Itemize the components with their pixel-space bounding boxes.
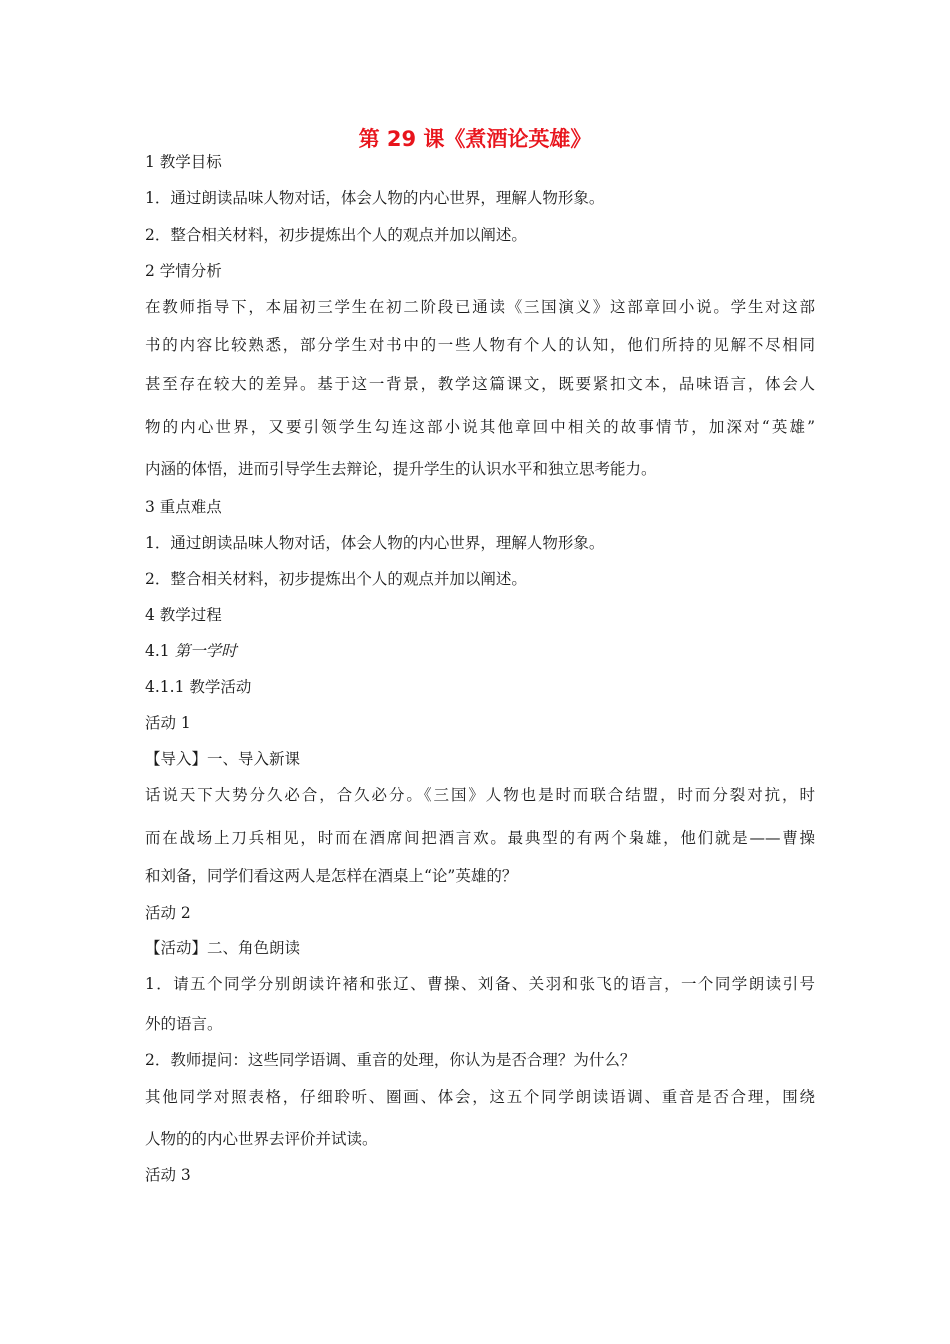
activity-2-label: 活动 2 [145,904,191,922]
activity-2-item-1-line: 外的语言。 [145,1015,223,1033]
section-heading-key-points: 3 重点难点 [145,498,222,516]
activity-3-label: 活动 3 [145,1166,191,1184]
analysis-paragraph-line: 书的内容比较熟悉，部分学生对书中的一些人物有个人的认知，他们所持的见解不尽相同 [145,336,815,354]
page-title: 第 29 课《煮酒论英雄》 [358,127,592,151]
activity-2-tag: 【活动】二、角色朗读 [145,939,301,957]
key-point-item-2: 2．整合相关材料，初步提炼出个人的观点并加以阐述。 [145,570,527,588]
activity-1-paragraph-line: 话说天下大势分久必合，合久必分。《三国》人物也是时而联合结盟，时而分裂对抗，时 [145,786,815,804]
activity-2-item-2: 2．教师提问：这些同学语调、重音的处理，你认为是否合理？为什么？ [145,1051,636,1069]
key-point-item-1: 1．通过朗读品味人物对话，体会人物的内心世界，理解人物形象。 [145,534,605,552]
analysis-paragraph-line: 甚至存在较大的差异。基于这一背景，教学这篇课文，既要紧扣文本，品味语言，体会人 [145,375,815,393]
subsection-label: 第一学时 [174,642,237,660]
analysis-paragraph-line: 物的内心世界，又要引领学生勾连这部小说其他章回中相关的故事情节，加深对“英雄” [145,418,815,436]
section-heading-analysis: 2 学情分析 [145,262,222,280]
activity-1-paragraph-line: 而在战场上刀兵相见，时而在酒席间把酒言欢。最典型的有两个枭雄，他们就是——曹操 [145,829,815,847]
analysis-paragraph-line: 内涵的体悟，进而引导学生去辩论，提升学生的认识水平和独立思考能力。 [145,460,657,478]
activity-1-label: 活动 1 [145,714,191,732]
activity-2-paragraph-line: 人物的的内心世界去评价并试读。 [145,1130,378,1148]
subsection-heading-activities: 4.1.1 教学活动 [145,678,252,696]
activity-1-paragraph-line: 和刘备，同学们看这两人是怎样在酒桌上“论”英雄的？ [145,867,518,885]
analysis-paragraph-line: 在教师指导下，本届初三学生在初二阶段已通读《三国演义》这部章回小说。学生对这部 [145,298,815,316]
subsection-heading-first-period [145,640,815,662]
activity-1-tag: 【导入】一、导入新课 [145,750,301,768]
subsection-number: 4.1 [145,642,175,660]
section-heading-process: 4 教学过程 [145,606,222,624]
objective-item-1: 1．通过朗读品味人物对话，体会人物的内心世界，理解人物形象。 [145,189,605,207]
activity-2-paragraph-line: 其他同学对照表格，仔细聆听、圈画、体会，这五个同学朗读语调、重音是否合理，围绕 [145,1088,815,1106]
section-heading-objectives: 1 教学目标 [145,153,222,171]
objective-item-2: 2．整合相关材料，初步提炼出个人的观点并加以阐述。 [145,226,527,244]
activity-2-item-1-line: 1．请五个同学分别朗读许褚和张辽、曹操、刘备、关羽和张飞的语言，一个同学朗读引号 [145,975,815,993]
